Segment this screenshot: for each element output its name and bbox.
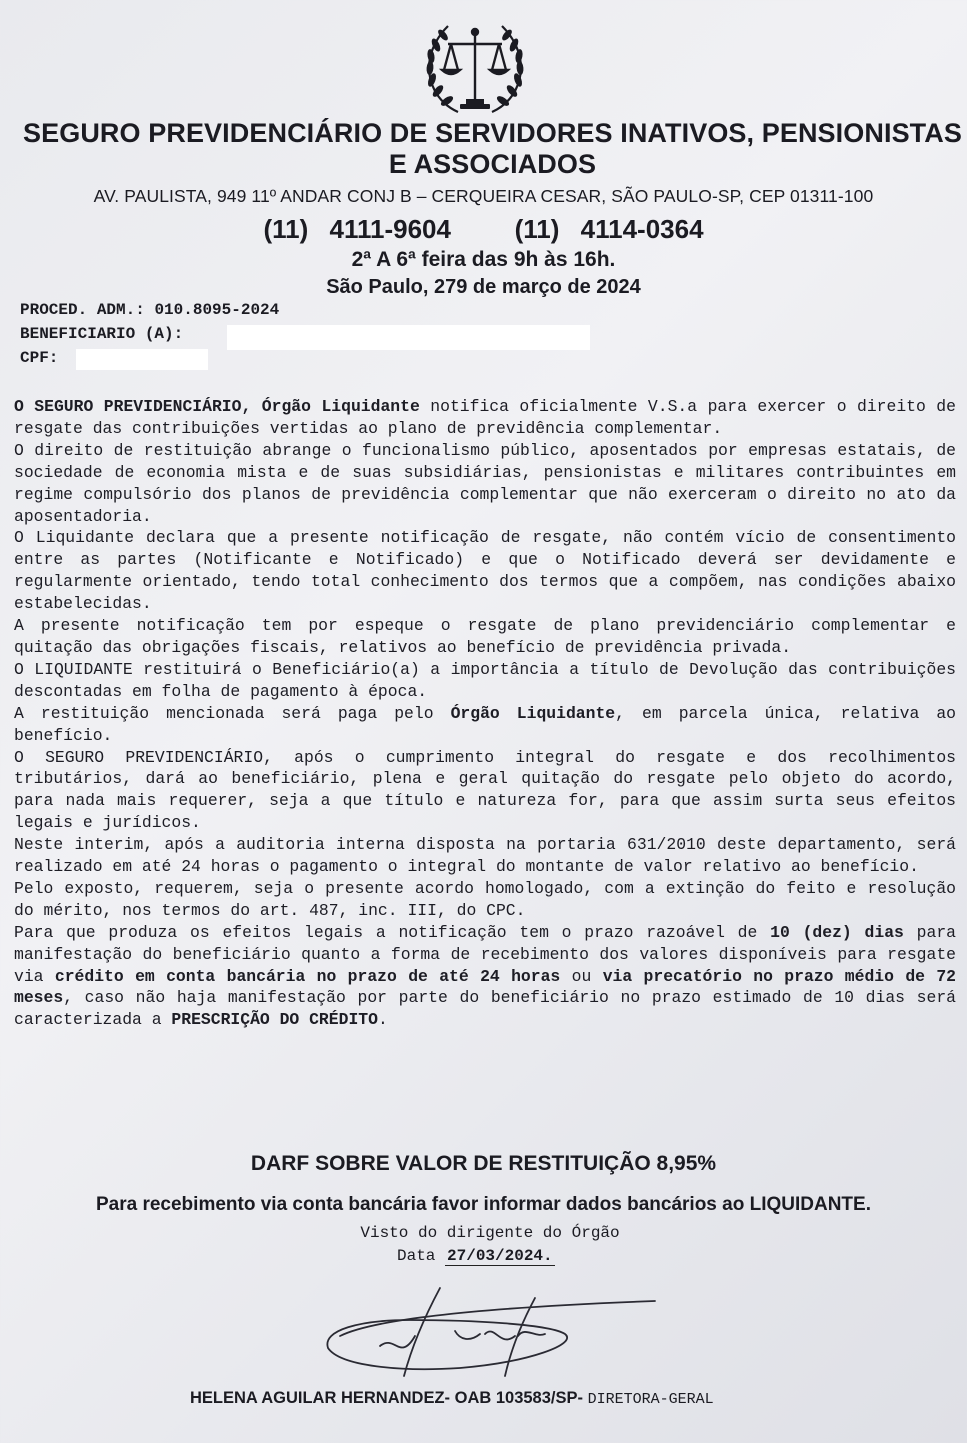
signer-name: HELENA AGUILAR HERNANDEZ- OAB 103583/SP- (190, 1389, 584, 1407)
paragraph-7: O SEGURO PREVIDENCIÁRIO, após o cumprimento integral do resgate e dos recolhimentos tributários, dará ao beneficiário, plena e geral quitação do resgate pelo objeto do acordo, para nada mais requerer, seja a que título e natureza for, para que assim surta seus efeitos legais e jurídicos. (14, 747, 956, 833)
proced-line (20, 301, 279, 319)
proced-label: PROCED. ADM.: (20, 301, 145, 319)
office-hours: 2ª A 6ª feira das 9h às 16h. (351, 248, 616, 271)
paragraph-4: A presente notificação tem por espeque o resgate de plano previdenciário complementar e quitação das obrigações fiscais, relativos ao benefício de previdência privada. (14, 616, 956, 657)
redacted-cpf (76, 349, 208, 370)
notification-body (14, 396, 956, 1031)
paragraph-1: O SEGURO PREVIDENCIÁRIO, Órgão Liquidante notifica oficialmente V.S.a para exercer o direito de resgate das contribuições vertidas ao plano de previdência complementar. (14, 397, 956, 438)
paragraph-10: Para que produza os efeitos legais a notificação tem o prazo razoável de 10 (dez) dias para manifestação do beneficiário quanto a forma de recebimento dos valores disponíveis para resgate via crédito em conta bancária no prazo de até 24 horas ou via precatório no prazo médio de 72 meses, caso não haja manifestação por parte do beneficiário no prazo estimado de 10 dias será caracterizada a PRESCRIÇÃO DO CRÉDITO. (14, 922, 957, 1030)
cpf-label: CPF: (20, 349, 59, 367)
paragraph-2: O direito de restituição abrange o funcionalismo público, aposentados por empresas estatais, de sociedade de economia mista e de suas subsidiárias, pensionistas e militares contribuintes em regime compulsório dos planos de previdência complementar que não exerceram o direito no ato da aposentadoria. (14, 440, 956, 526)
scales-of-justice-seal-icon (418, 14, 532, 122)
data-label: Data (397, 1247, 436, 1265)
letter-date: São Paulo, 279 de março de 2024 (326, 276, 641, 298)
signer-line (190, 1389, 714, 1408)
signature-date-line (397, 1247, 555, 1265)
paragraph-6: A restituição mencionada será paga pelo Órgão Liquidante, em parcela única, relativa ao benefício. (14, 703, 956, 745)
data-value: 27/03/2024. (447, 1247, 553, 1265)
darf-notice: DARF SOBRE VALOR DE RESTITUIÇÃO 8,95% (250, 1152, 717, 1175)
paragraph-8: Neste interim, após a auditoria interna disposta na portaria 631/2010 deste departamento, será realizado em até 24 horas o pagamento o integral do montante de valor relativo ao benefício. (14, 835, 956, 877)
redacted-beneficiary-name (227, 325, 590, 350)
paragraph-9: Pelo exposto, requerem, seja o presente acordo homologado, com a extinção do feito e resolução do mérito, nos termos do art. 487, inc. III, do CPC. (14, 878, 956, 920)
paragraph-5: O LIQUIDANTE restituirá o Beneficiário(a) a importância a título de Devolução das contribuições descontadas em folha de pagamento à época. (14, 659, 956, 701)
beneficiary-label: BENEFICIARIO (A): (20, 325, 184, 343)
signer-role: DIRETORA-GERAL (587, 1391, 714, 1408)
phone-numbers: (11) 4111-9604 (11) 4114-0364 (263, 214, 704, 244)
paragraph-3: O Liquidante declara que a presente notificação de resgate, não contém vício de consentimento entre as partes (Notificante e Notificado) e que o Notificado deverá ser devidamente e regularmente orientado, tendo total conhecimento dos termos que a compõem, nas condições abaixo estabelecidas. (14, 528, 956, 614)
organization-address: AV. PAULISTA, 949 11º ANDAR CONJ B – CERQUEIRA CESAR, SÃO PAULO-SP, CEP 01311-100 (93, 186, 874, 206)
proced-value: 010.8095-2024 (154, 301, 280, 319)
bank-details-note: Para recebimento via conta bancária favor informar dados bancários ao LIQUIDANTE. (95, 1194, 871, 1215)
visto-line: Visto do dirigente do Órgão (360, 1224, 620, 1242)
organization-title: SEGURO PREVIDENCIÁRIO DE SERVIDORES INATIVOS, PENSIONISTAS E ASSOCIADOS (23, 118, 962, 179)
handwritten-signature (320, 1276, 665, 1386)
